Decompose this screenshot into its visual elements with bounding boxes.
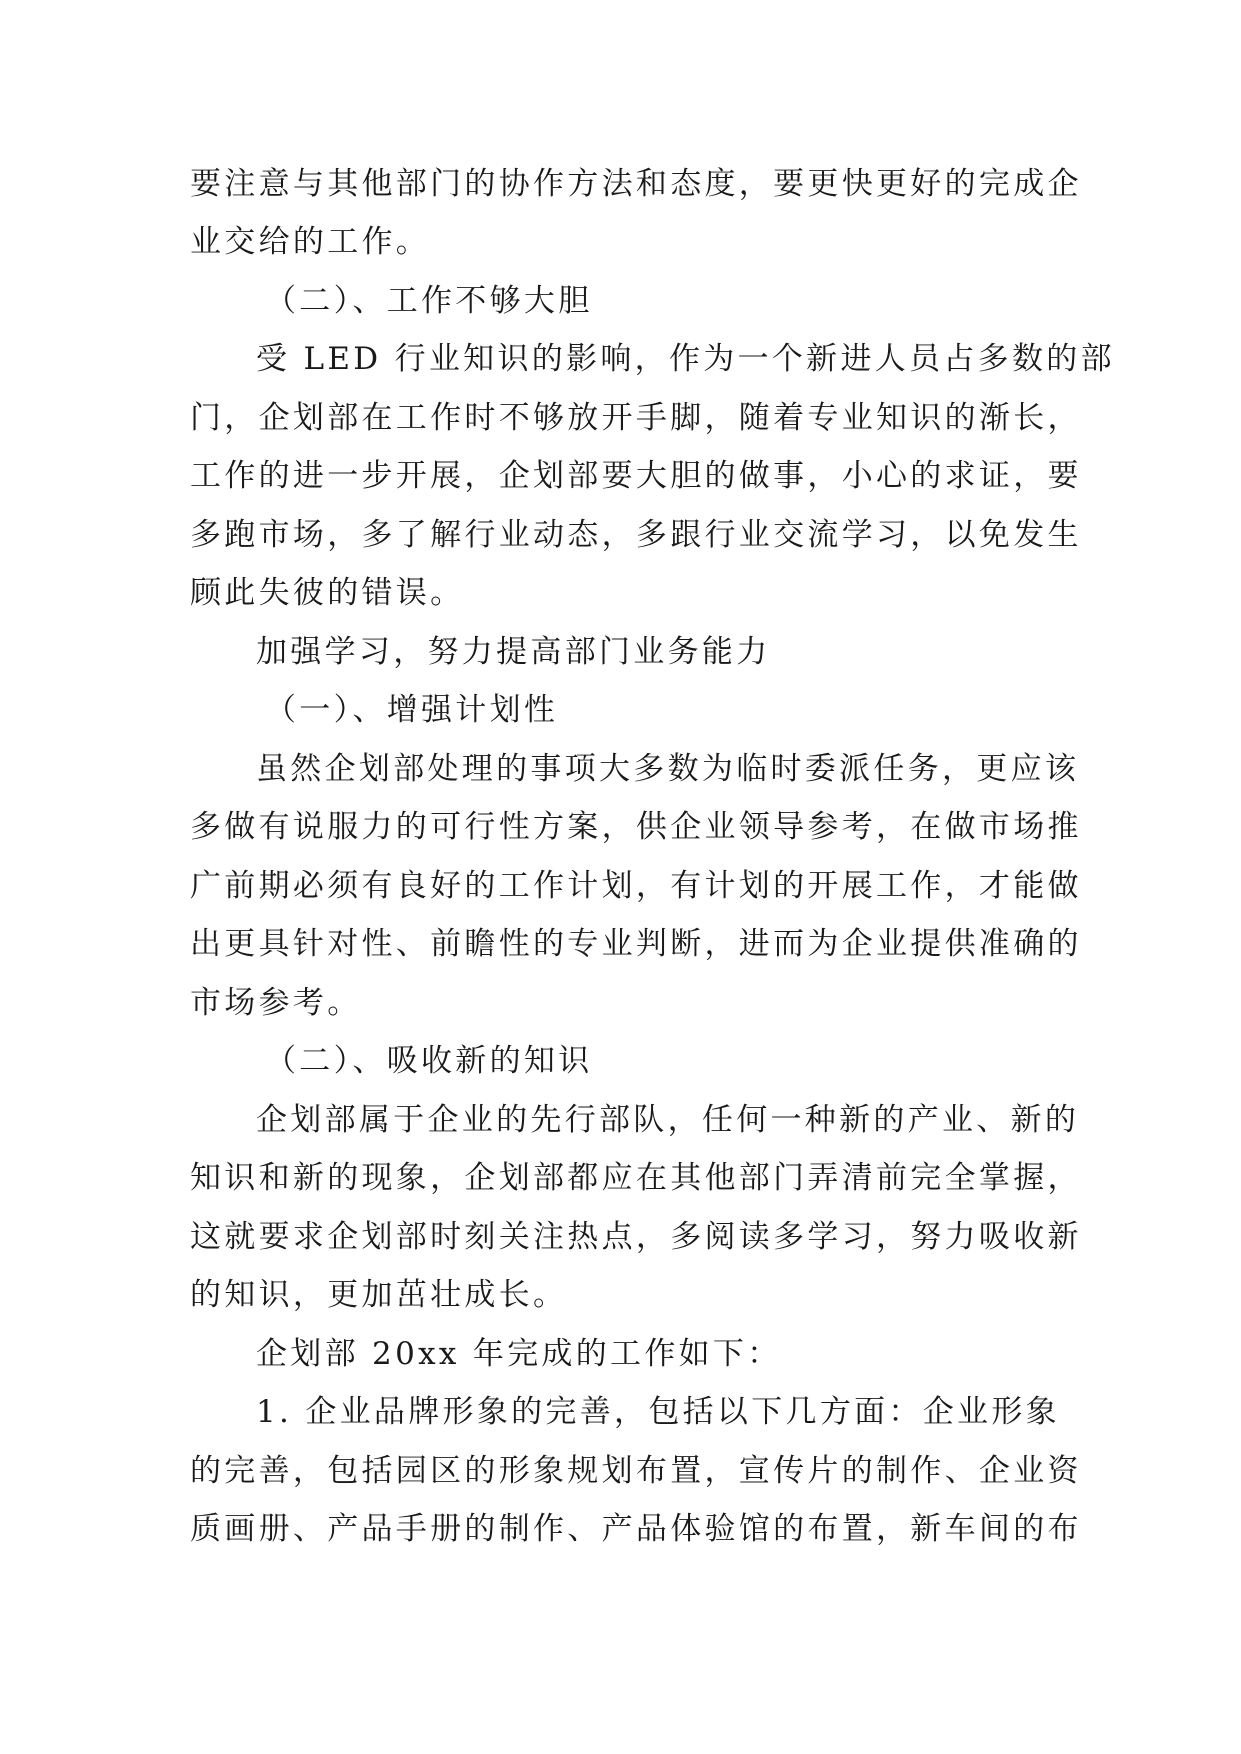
- text-line: 市场参考。: [190, 985, 362, 1021]
- text-line: 企划部属于企业的先行部队，任何一种新的产业、新的: [256, 1102, 1080, 1138]
- text-line: 受 LED 行业知识的影响，作为一个新进人员占多数的部: [256, 341, 1115, 377]
- text-line: 的完善，包括园区的形象规划布置，宣传片的制作、企业资: [190, 1453, 1082, 1489]
- text-line: 多做有说服力的可行性方案，供企业领导参考，在做市场推: [190, 809, 1082, 845]
- text-line: 质画册、产品手册的制作、产品体验馆的布置，新车间的布: [190, 1511, 1082, 1547]
- list-item: 1. 企业品牌形象的完善，包括以下几方面：企业形象: [256, 1394, 1060, 1430]
- text-line: 业交给的工作。: [190, 224, 431, 260]
- text-line: 要注意与其他部门的协作方法和态度，要更快更好的完成企: [190, 166, 1082, 202]
- text-line: 这就要求企划部时刻关注热点，多阅读多学习，努力吸收新: [190, 1219, 1082, 1255]
- text-line: 的知识，更加茁壮成长。: [190, 1277, 568, 1313]
- text-line: 工作的进一步开展，企划部要大胆的做事，小心的求证，要: [190, 458, 1082, 494]
- text-line: 虽然企划部处理的事项大多数为临时委派任务，更应该: [256, 751, 1080, 787]
- section-heading: （二）、工作不够大胆: [265, 283, 593, 319]
- section-heading: （二）、吸收新的知识: [265, 1043, 593, 1079]
- section-heading: 加强学习，努力提高部门业务能力: [256, 634, 771, 670]
- text-line: 出更具针对性、前瞻性的专业判断，进而为企业提供准确的: [190, 926, 1082, 962]
- section-heading: （一）、增强计划性: [265, 692, 559, 728]
- text-line: 顾此失彼的错误。: [190, 575, 465, 611]
- text-line: 知识和新的现象，企划部都应在其他部门弄清前完全掌握，: [190, 1160, 1082, 1196]
- text-line: 企划部 20xx 年完成的工作如下：: [256, 1336, 782, 1372]
- text-line: 广前期必须有良好的工作计划，有计划的开展工作，才能做: [190, 868, 1082, 904]
- text-line: 门，企划部在工作时不够放开手脚，随着专业知识的渐长，: [190, 400, 1082, 436]
- text-line: 多跑市场，多了解行业动态，多跟行业交流学习，以免发生: [190, 517, 1082, 553]
